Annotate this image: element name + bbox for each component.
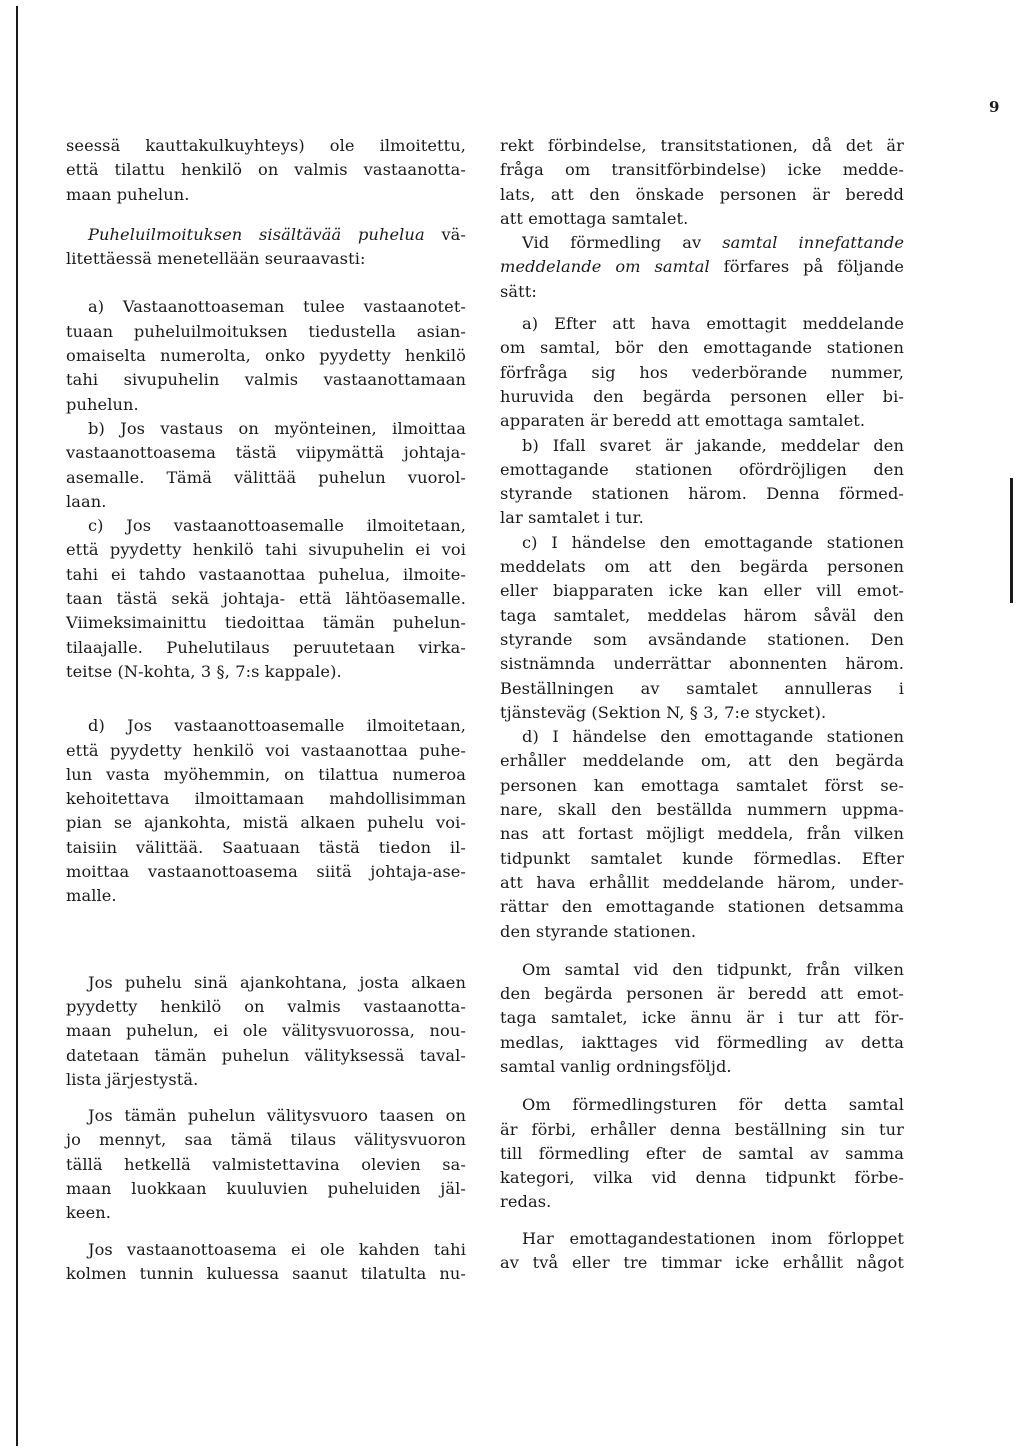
text-line: taga samtalet, meddelas härom såväl den — [500, 605, 904, 625]
text-line: jo mennyt, saa tämä tilaus välitysvuoron — [66, 1130, 466, 1150]
text-line: datetaan tämän puhelun välityksessä taval- — [66, 1045, 466, 1065]
text-line: nare, skall den beställda nummern uppma- — [500, 800, 904, 820]
text-line: tjänsteväg (Sektion N, § 3, 7:e stycket). — [500, 702, 827, 722]
italic-phrase: samtal innefattande — [722, 233, 904, 253]
paragraph-l1 — [66, 134, 466, 207]
text-line: maan puhelun, ei ole välitysvuorossa, nou- — [66, 1021, 466, 1041]
right-margin-rule — [1010, 478, 1013, 603]
text-line: av två eller tre timmar icke erhållit något — [500, 1253, 904, 1273]
text-line: eller biapparaten icke kan eller vill emot- — [500, 581, 904, 601]
paragraph-l4 — [66, 417, 466, 514]
text-line: förfråga sig hos vederbörande nummer, — [500, 362, 904, 382]
paragraph-l2 — [66, 223, 466, 272]
text-line: emottagande stationen ofördröjligen den — [500, 459, 904, 479]
text-line: fråga om transitförbindelse) icke medde- — [500, 160, 904, 180]
text-line: lista järjestystä. — [66, 1069, 199, 1089]
text-line: Jos puhelu sinä ajankohtana, josta alkaen — [88, 972, 466, 992]
finnish-column — [66, 134, 466, 1286]
paragraph-r2 — [500, 231, 904, 304]
text-line: lar samtalet i tur. — [500, 508, 644, 528]
text-line: kategori, vilka vid denna tidpunkt förbe- — [500, 1168, 904, 1188]
swedish-column — [500, 134, 904, 1275]
text-line: pyydetty henkilö on valmis vastaanotta- — [66, 996, 466, 1016]
text-line: kolmen tunnin kuluessa saanut tilatulta nu- — [66, 1263, 466, 1283]
text-line: että pyydetty henkilö tahi sivupuhelin ei voi — [66, 540, 466, 560]
page-number: 9 — [989, 98, 1000, 116]
paragraph-r8 — [500, 1093, 904, 1214]
text-line: sätt: — [500, 281, 537, 301]
italic-phrase: Puheluilmoituksen sisältävää puhelua — [88, 224, 425, 244]
paragraph-r6 — [500, 725, 904, 944]
text-line: rekt förbindelse, transitstationen, då det är — [500, 136, 904, 155]
text-line — [500, 231, 904, 255]
paragraph-r1 — [500, 134, 904, 231]
text-line: tuaan puheluilmoituksen tiedustella asian- — [66, 321, 466, 341]
paragraph-l6 — [66, 714, 466, 908]
text-line: d) I händelse den emottagande stationen — [522, 727, 904, 747]
paragraph-r9 — [500, 1227, 904, 1276]
text-line: maan luokkaan kuuluvien puheluiden jäl- — [66, 1178, 466, 1198]
paragraph-l3 — [66, 295, 466, 416]
text-line: den begärda personen är beredd att emot- — [500, 984, 904, 1004]
text-line: kehoitettava ilmoittamaan mahdollisimman — [66, 789, 466, 809]
text-line: till förmedling efter de samtal av samma — [500, 1143, 904, 1163]
text-line: styrande stationen härom. Denna förmed- — [500, 484, 904, 504]
text-line: Om samtal vid den tidpunkt, från vilken — [522, 959, 904, 979]
text-line: samtal vanlig ordningsföljd. — [500, 1056, 732, 1076]
paragraph-l5 — [66, 514, 466, 684]
text-line: Om förmedlingsturen för detta samtal — [522, 1095, 904, 1115]
text-line: omaiselta numerolta, onko pyydetty henkilö — [66, 346, 466, 366]
text-line: huruvida den begärda personen eller bi- — [500, 386, 904, 406]
text-line: d) Jos vastaanottoasemalle ilmoitetaan, — [88, 716, 466, 736]
text-line: apparaten är beredd att emottaga samtalet. — [500, 411, 866, 431]
paragraph-l9 — [66, 1238, 466, 1287]
text-line: moittaa vastaanottoasema siitä johtaja-ase- — [66, 862, 466, 882]
text-line: att emottaga samtalet. — [500, 208, 689, 228]
text-line: taisiin välittää. Saatuaan tästä tiedon il- — [66, 837, 466, 857]
text-line: että pyydetty henkilö voi vastaanottaa puhe- — [66, 740, 466, 760]
text-line: puhelun. — [66, 394, 139, 414]
text-line: lats, att den önskade personen är beredd — [500, 184, 904, 204]
text-line: Puheluilmoituksen sisältävää puhelua vä- — [88, 224, 467, 244]
text-line: laan. — [66, 491, 107, 511]
text-line: pian se ajankohta, mistä alkaen puhelu voi- — [66, 813, 466, 833]
paragraph-l7 — [66, 971, 466, 1092]
text-line: medlas, iakttages vid förmedling av detta — [500, 1032, 904, 1052]
paragraph-l8 — [66, 1104, 466, 1225]
text-line: b) Jos vastaus on myönteinen, ilmoittaa — [88, 418, 466, 438]
text-line: nas att fortast möjligt meddela, från vilken — [500, 824, 904, 844]
text-line: a) Efter att hava emottagit meddelande — [522, 314, 904, 334]
italic-phrase: meddelande om samtal — [500, 257, 710, 277]
text-line: Jos vastaanottoasema ei ole kahden tahi — [88, 1239, 466, 1259]
text-line: c) I händelse den emottagande stationen — [522, 532, 904, 552]
text-line: c) Jos vastaanottoasemalle ilmoitetaan, — [88, 516, 466, 536]
text-line: sistnämnda underrättar abonnenten härom. — [500, 654, 904, 674]
paragraph-r4 — [500, 434, 904, 531]
text-line: taga samtalet, icke ännu är i tur att för- — [500, 1008, 904, 1028]
text-line: är förbi, erhåller denna beställning sin tur — [500, 1119, 904, 1139]
text-line: Har emottagandestationen inom förloppet — [522, 1228, 904, 1248]
text-line: a) Vastaanottoaseman tulee vastaanotet- — [88, 297, 466, 317]
text-line: asemalle. Tämä välittää puhelun vuorol- — [66, 467, 466, 487]
text-line: lun vasta myöhemmin, on tilattua numeroa — [66, 764, 466, 784]
paragraph-r7 — [500, 958, 904, 1079]
text-line: b) Ifall svaret är jakande, meddelar den — [522, 435, 904, 455]
text-line: että tilattu henkilö on valmis vastaanotta- — [66, 160, 466, 180]
text-line: att hava erhållit meddelande härom, under- — [500, 872, 904, 892]
text-line: teitse (N-kohta, 3 §, 7:s kappale). — [66, 661, 342, 681]
text-line: keen. — [66, 1203, 112, 1223]
text-line — [500, 255, 904, 279]
text-line: meddelats om att den begärda personen — [500, 557, 904, 577]
text-line: litettäessä menetellään seuraavasti: — [66, 249, 366, 269]
left-margin-rule — [16, 6, 18, 1446]
text-line: om samtal, bör den emottagande stationen — [500, 338, 904, 358]
text-line: Jos tämän puhelun välitysvuoro taasen on — [88, 1106, 466, 1126]
text-line: malle. — [66, 886, 117, 906]
text-line: erhåller meddelande om, att den begärda — [500, 751, 904, 771]
text-line: taan tästä sekä johtaja- että lähtöasemalle. — [66, 589, 466, 609]
text-line: tahi ei tahdo vastaanottaa puhelua, ilmoite- — [66, 564, 466, 584]
text-fragment: Vid förmedling av — [522, 233, 723, 253]
text-line: tidpunkt samtalet kunde förmedlas. Efter — [500, 848, 904, 868]
text-line: redas. — [500, 1192, 552, 1212]
text-line: Beställningen av samtalet annulleras i — [500, 678, 904, 698]
text-line: vastaanottoasema tästä viipymättä johtaja- — [66, 443, 466, 463]
text-line: seessä kauttakulkuyhteys) ole ilmoitettu, — [66, 136, 466, 155]
paragraph-r3 — [500, 312, 904, 433]
text-fragment: förfares på följande — [709, 257, 904, 277]
text-line: tahi sivupuhelin valmis vastaanottamaan — [66, 370, 466, 390]
text-line: rättar den emottagande stationen detsamma — [500, 897, 904, 917]
text-line: tilaajalle. Puhelutilaus peruutetaan virka- — [66, 637, 466, 657]
text-line: styrande som avsändande stationen. Den — [500, 629, 904, 649]
text-line: Viimeksimainittu tiedoittaa tämän puhelun- — [66, 613, 466, 633]
paragraph-r5 — [500, 531, 904, 725]
text-line: personen kan emottaga samtalet först se- — [500, 775, 904, 795]
text-line: den styrande stationen. — [500, 921, 697, 941]
text-line: maan puhelun. — [66, 184, 190, 204]
text-line: tällä hetkellä valmistettavina olevien sa- — [66, 1154, 466, 1174]
